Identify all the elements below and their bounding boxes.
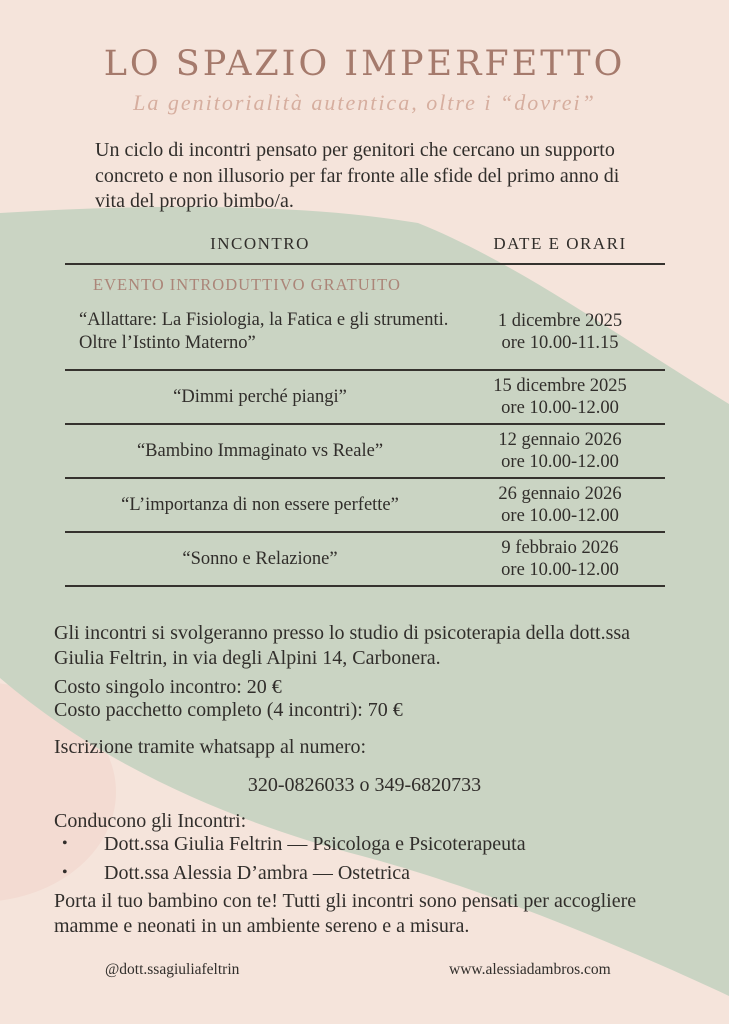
price-single-text: Costo singolo incontro: 20 € (54, 676, 282, 698)
list-item (62, 833, 662, 857)
event-date: 26 gennaio 2026 (498, 483, 622, 504)
intro-text: Un ciclo di incontri pensato per genitori che cercano un supporto concreto e non illusorio per far fronte alle sfide del primo anno di vita del proprio bimbo/a. (95, 139, 620, 213)
event-time: ore 10.00-12.00 (501, 452, 619, 472)
location-text: Gli incontri si svolgeranno presso lo studio di psicoterapia della dott.ssa Giulia Feltrin, in via degli Alpini 14, Carbonera. (54, 622, 631, 670)
leader-name: Dott.ssa Giulia Feltrin — Psicologa e Psicoterapeuta (104, 833, 526, 855)
event-time: ore 10.00-11.15 (501, 333, 619, 353)
schedule-table (65, 225, 665, 587)
table-row (65, 265, 665, 371)
event-time: ore 10.00-12.00 (501, 560, 619, 580)
note-text: Porta il tuo bambino con te! Tutti gli incontri sono pensati per accogliere mamme e neonati in un ambiente sereno e a misura. (54, 890, 637, 938)
event-title: “Bambino Immaginato vs Reale” (136, 440, 384, 461)
table-row (65, 425, 665, 479)
event-date: 9 febbraio 2026 (501, 537, 619, 558)
event-date: 15 dicembre 2025 (493, 375, 627, 396)
leaders-list (62, 833, 662, 890)
bullet-icon: • (62, 863, 68, 881)
instagram-handle: @dott.ssagiuliafeltrin (105, 961, 240, 978)
price-package-text: Costo pacchetto completo (4 incontri): 70 € (54, 699, 403, 721)
page-title: LO SPAZIO IMPERFETTO (103, 44, 626, 84)
event-title: “L’importanza di non essere perfette” (121, 494, 399, 515)
leader-name: Dott.ssa Alessia D’ambra — Ostetrica (104, 861, 411, 884)
event-date: 1 dicembre 2025 (497, 310, 623, 331)
table-row (65, 533, 665, 587)
table-row (65, 371, 665, 425)
event-time: ore 10.00-12.00 (501, 398, 619, 418)
bullet-icon: • (62, 835, 68, 852)
page-subtitle: La genitorialità autentica, oltre i “dovrei” (133, 90, 596, 115)
event-date: 12 gennaio 2026 (498, 429, 622, 450)
free-event-label: EVENTO INTRODUTTIVO GRATUITO (93, 275, 401, 294)
list-item (62, 862, 662, 886)
event-title: “Dimmi perché piangi” (173, 386, 347, 407)
table-header-row (65, 225, 665, 265)
event-title: “Sonno e Relazione” (182, 548, 338, 569)
table-header-incontro: INCONTRO (210, 234, 310, 253)
event-title: “Allattare: La Fisiologia, la Fatica e gli strumenti. Oltre l’Istinto Materno” (79, 310, 449, 353)
phone-numbers: 320-0826033 o 349-6820733 (247, 774, 482, 796)
signup-text: Iscrizione tramite whatsapp al numero: (54, 736, 367, 758)
website-url: www.alessiadambros.com (449, 961, 611, 978)
table-row (65, 479, 665, 533)
event-time: ore 10.00-12.00 (501, 506, 619, 526)
table-header-date: DATE E ORARI (493, 234, 627, 253)
leaders-heading: Conducono gli Incontri: (54, 810, 247, 832)
